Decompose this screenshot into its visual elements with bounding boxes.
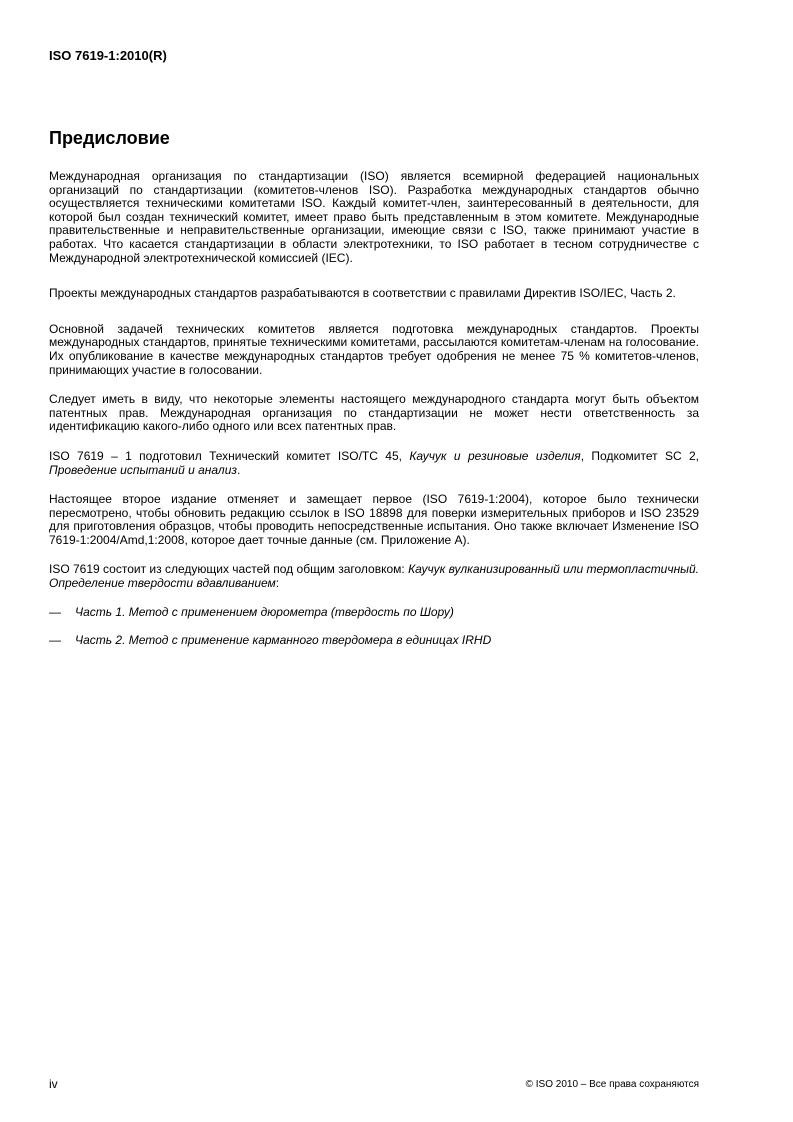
paragraph-committee-task: Основной задачей технических комитетов является подготовка международных стандартов. Проекты международных стандартов, принятые техническими комитетами, рассылаются комитетам-членам на голосование. Их опубликование в качестве международных стандартов требует одобрения не менее 75 % комитетов-членов, принимающих участие в голосовании.	[49, 321, 699, 377]
paragraph-edition: Настоящее второе издание отменяет и замещает первое (ISO 7619-1:2004), которое было технически пересмотрено, чтобы обновить редакцию ссылок в ISO 18898 для поверки измерительных приборов и ISO 23529 для приготовления образцов, чтобы проводить непосредственные испытания. Оно также включает Изменение ISO 7619-1:2004/Amd,1:2008, которое дает точные данные (см. Приложение A).	[49, 492, 699, 547]
subcommittee-text: , Подкомитет SC 2,	[580, 448, 699, 463]
colon: :	[275, 576, 280, 591]
parts-intro-text: ISO 7619 состоит из следующих частей под общим заголовком:	[49, 562, 409, 577]
list-item	[49, 634, 699, 648]
list-item-text: Часть 1. Метод с применением дюрометра (твердость по Шору)	[75, 604, 454, 619]
prepared-by-text: ISO 7619 – 1 подготовил Технический комитет ISO/TC 45,	[49, 448, 410, 463]
general-title: Каучук вулканизированный или термопластичный. Определение твердости вдавливанием	[49, 562, 700, 591]
committee-title: Каучук и резиновые изделия	[409, 448, 581, 463]
list-dash: —	[49, 633, 61, 648]
page-title: Предисловие	[49, 128, 170, 148]
list-item-text: Часть 2. Метод с применение карманного твердомера в единицах IRHD	[75, 633, 492, 648]
paragraph-parts-intro	[49, 563, 699, 590]
paragraph-drafting-rules: Проекты международных стандартов разрабатываются в соответствии с правилами Директив ISO/IEC, Часть 2.	[49, 286, 676, 301]
subcommittee-title: Проведение испытаний и анализ	[49, 462, 237, 477]
page-number: iv	[49, 1077, 58, 1091]
paragraph-prepared-by	[49, 450, 699, 477]
foreword-body	[49, 170, 699, 648]
copyright-notice: © ISO 2010 – Все права сохраняются	[525, 1079, 699, 1090]
list-item	[49, 606, 699, 620]
period: .	[236, 462, 241, 477]
paragraph-iso-organization: Международная организация по стандартизации (ISO) является всемирной федерацией национальных организаций по стандартизации (комитетов-членов ISO). Разработка международных стандартов обычно осуществляется техническими комитетами ISO. Каждый комитет-член, заинтересованный в деятельности, для которой был создан технический комитет, имеет право быть представленным в этом комитете. Международные правительственные и неправительственные организации, имеющие связи с ISO, также принимают участие в работах. Что касается стандартизации в области электротехники, то ISO работает в тесном сотрудничестве с Международной электротехнической комиссией (IEC).	[49, 169, 699, 265]
list-dash: —	[49, 604, 61, 619]
document-id-header: ISO 7619-1:2010(R)	[49, 48, 167, 63]
paragraph-patent-rights: Следует иметь в виду, что некоторые элементы настоящего международного стандарта могут быть объектом патентных прав. Международная организация по стандартизации не может нести ответственность за идентификацию какого-либо одного или всех патентных прав.	[49, 392, 699, 434]
